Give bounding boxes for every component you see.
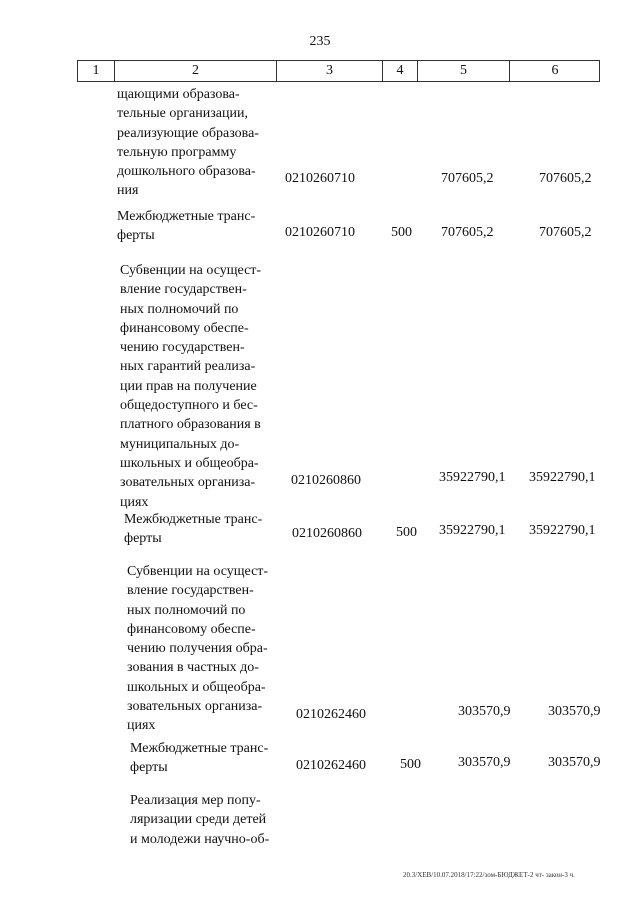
row-description: Межбюджетные транс- ферты [130,741,269,776]
row-description: Субвенции на осущест- вление государствен- ных полномочий по финансовому обеспе- чению получения обра- зования в частных до- школьных и общеобра- зовательных организа- циях [127,564,269,734]
column-header-2: 2 [192,63,199,78]
row-amount-1: 303570,9 [458,755,511,770]
row-amount-2: 35922790,1 [529,523,596,538]
row-amount-2: 35922790,1 [529,470,596,485]
row-code: 0210260860 [292,526,362,541]
row-code: 0210262460 [296,707,366,722]
row-code: 0210260710 [285,171,355,186]
row-description: Реализация мер попу- ляризации среди детей и молодежи научно-об- [130,793,270,847]
row-amount-2: 707605,2 [539,171,592,186]
row-type: 500 [391,225,412,240]
column-header-3: 3 [326,63,333,78]
column-header-5: 5 [460,63,467,78]
row-code: 0210260860 [291,473,361,488]
column-header-6: 6 [551,63,559,78]
row-amount-2: 303570,9 [548,755,601,770]
row-amount-1: 35922790,1 [439,523,506,538]
row-amount-1: 707605,2 [441,171,494,186]
row-description: Субвенции на осущест- вление государствен- ных полномочий по финансовому обеспе- чению государствен- ных гарантий реализа- ции прав на получение общедоступного и бес- платного образования в муниципальных до- школьных и общеобра- зовательных организа- циях [120,263,262,510]
document-footer: 20.3/ХЕВ/10.07.2018/17:22/зом-БЮДЖЕТ-2 чт- закон-3 ч. [403,871,575,879]
row-description: Межбюджетные транс- ферты [117,209,256,244]
row-description: Межбюджетные транс- ферты [124,512,263,547]
row-amount-2: 303570,9 [548,704,601,719]
column-header-1: 1 [92,63,100,78]
row-type: 500 [396,525,417,540]
page-number: 235 [309,34,331,49]
row-type: 500 [400,757,421,772]
row-amount-1: 707605,2 [441,225,494,240]
row-code: 0210260710 [285,225,355,240]
row-amount-1: 303570,9 [458,704,511,719]
table-header [77,60,600,82]
row-amount-1: 35922790,1 [439,470,506,485]
row-code: 0210262460 [296,758,366,773]
row-description: щающими образова- тельные организации, реализующие образова- тельную программу дошкольного образова- ния [117,87,259,199]
row-amount-2: 707605,2 [539,225,592,240]
column-header-4: 4 [396,63,404,78]
